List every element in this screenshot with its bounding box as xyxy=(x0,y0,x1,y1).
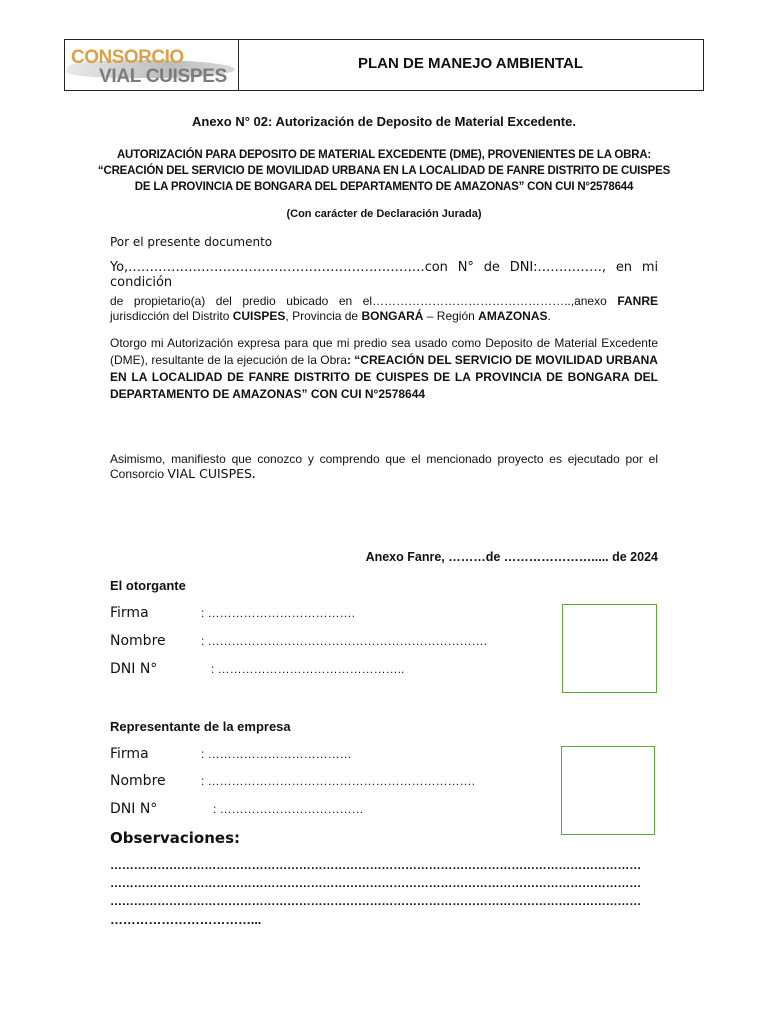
otorgante-nombre-field[interactable]: : ……………………………………………………………. xyxy=(201,634,488,648)
representante-dni-field[interactable]: : ……………………………… xyxy=(213,802,364,816)
logo-cell xyxy=(65,40,239,90)
otorgo-paragraph xyxy=(110,335,658,403)
representante-firma-field[interactable]: : ……………………………… xyxy=(201,747,352,761)
jurisdiccion-line xyxy=(110,308,658,324)
otorgante-firma-field[interactable]: : ………………………………. xyxy=(201,606,356,620)
representante-fingerprint-box xyxy=(561,746,655,835)
otorgante-dni-field[interactable]: : ……………………………………….. xyxy=(211,662,405,676)
anexo-fanre: FANRE xyxy=(617,294,658,308)
plan-title: PLAN DE MANEJO AMBIENTAL xyxy=(358,55,583,72)
asimismo-line2 xyxy=(110,466,658,482)
asimismo-vial-cuispes: VIAL CUISPES xyxy=(167,466,252,481)
logo-line2: VIAL CUISPES xyxy=(99,66,228,87)
otorgante-nombre-label: Nombre xyxy=(110,633,166,649)
observaciones-line3[interactable]: ……………………………………………………………………………………………………………………… xyxy=(110,894,642,908)
representante-dni-label: DNI N° xyxy=(110,801,158,817)
otorgante-heading: El otorgante xyxy=(110,578,186,593)
jurisdiccion-p1: jurisdicción del Distrito xyxy=(110,309,233,323)
representante-firma-label: Firma xyxy=(110,746,149,762)
otorgante-firma-label: Firma xyxy=(110,605,149,621)
otorgante-fingerprint-box xyxy=(562,604,657,693)
heading-line3: DE LA PROVINCIA DE BONGARA DEL DEPARTAMENTO DE AMAZONAS” CON CUI N°2578644 xyxy=(134,181,634,193)
asimismo-line1: Asimismo, manifiesto que conozco y comprendo que el mencionado proyecto es ejecutado por el xyxy=(110,452,658,466)
observaciones-heading: Observaciones: xyxy=(110,829,241,847)
jurisdiccion-p2: , Provincia de xyxy=(285,309,362,323)
observaciones-line4[interactable]: ……………………………... xyxy=(110,912,262,927)
yo-line: Yo,……………………………………………………………con N° de DNI:……………, en mi xyxy=(110,260,658,275)
region-name: AMAZONAS xyxy=(478,309,548,323)
heading-line2: “CREACIÓN DEL SERVICIO DE MOVILIDAD URBANA EN LA LOCALIDAD DE FANRE DISTRITO DE CUISPES xyxy=(97,165,671,177)
logo-line1: CONSORCIO xyxy=(71,47,184,68)
intro-text: Por el presente documento xyxy=(110,235,273,249)
consorcio-logo xyxy=(67,44,235,88)
otorgo-obra: : “CREACIÓN DEL SERVICIO DE MOVILIDAD URBANA EN LA LOCALIDAD DE FANRE DISTRITO DE CUISPES DE LA PROVINCIA DE BONGARA DEL DEPARTAMENTO DE AMAZONAS” CON CUI N°2578644 xyxy=(110,353,658,401)
asimismo-period: . xyxy=(251,467,256,481)
representante-heading: Representante de la empresa xyxy=(110,719,291,734)
jurisdiccion-p4: . xyxy=(547,309,551,323)
otorgo-text: Otorgo mi Autorización expresa para que mi predio sea usado como Deposito de Material Excedente (DME), resultante de la ejecución de la Obra xyxy=(110,336,658,367)
jurisdiccion-p3: – Región xyxy=(423,309,479,323)
distrito-name: CUISPES xyxy=(232,309,286,323)
otorgante-dni-label: DNI N° xyxy=(110,661,158,677)
observaciones-line2[interactable]: ……………………………………………………………………………………………………………………… xyxy=(110,876,642,890)
document-header xyxy=(64,39,704,91)
propietario-line xyxy=(110,293,658,309)
condicion-text: condición xyxy=(110,275,173,290)
propietario-text: de propietario(a) del predio ubicado en el…………………………………………..,anexo xyxy=(110,294,618,308)
representante-nombre-field[interactable]: : …………………………………………………………. xyxy=(201,774,476,788)
observaciones-line1[interactable]: ……………………………………………………………………………………………………………………… xyxy=(110,858,642,872)
date-line: Anexo Fanre, ………de …………………..... de 2024 xyxy=(365,550,658,564)
asimismo-consorcio: Consorcio xyxy=(110,467,168,481)
annex-title: Anexo N° 02: Autorización de Deposito de Material Excedente. xyxy=(192,114,576,129)
provincia-name: BONGARÁ xyxy=(361,309,424,323)
representante-nombre-label: Nombre xyxy=(110,773,166,789)
declaration-note: (Con carácter de Declaración Jurada) xyxy=(286,208,482,220)
heading-line1: AUTORIZACIÓN PARA DEPOSITO DE MATERIAL EXCEDENTE (DME), PROVENIENTES DE LA OBRA: xyxy=(116,149,652,161)
